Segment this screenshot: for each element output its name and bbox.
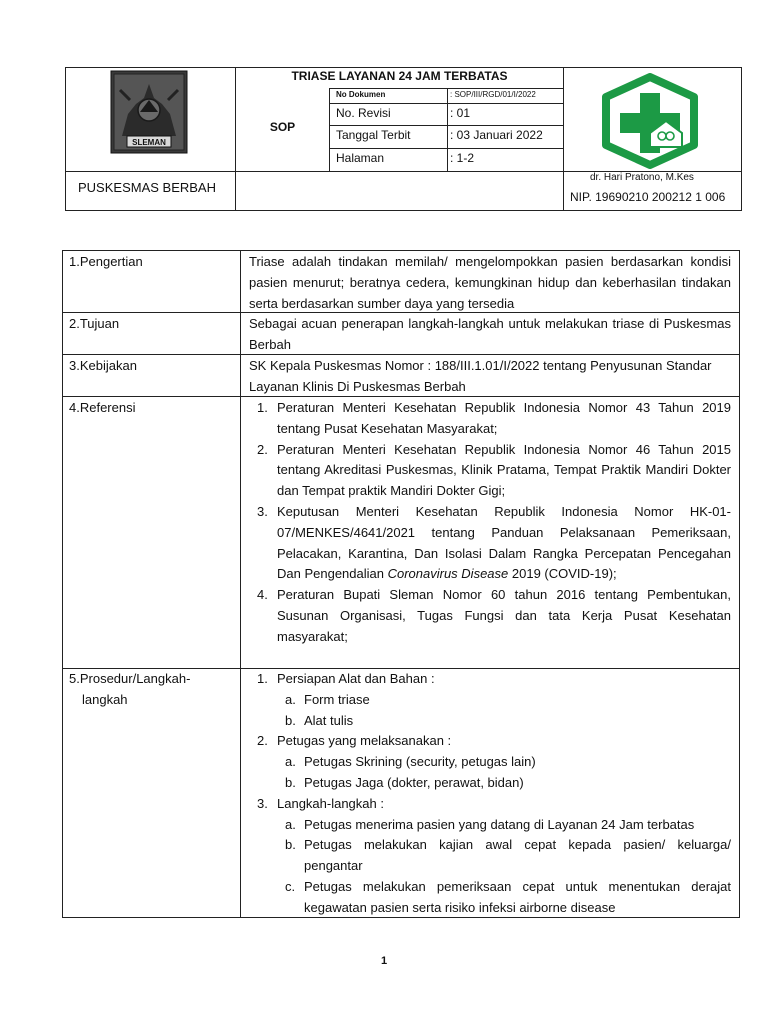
- list-number: 3.: [257, 795, 268, 811]
- list-item: [249, 585, 731, 647]
- page-number: 1: [380, 955, 388, 967]
- meta-label-no-dokumen: No Dokumen: [336, 90, 386, 99]
- row-pengertian: [63, 251, 739, 313]
- sop-content-table: [62, 250, 740, 918]
- list-number: 1.: [257, 400, 268, 415]
- document-title: TRIASE LAYANAN 24 JAM TERBATAS: [291, 69, 508, 83]
- logo-text: SLEMAN: [132, 138, 166, 147]
- list-text: Keputusan Menteri Kesehatan Republik Indonesia Nomor HK-01-07/MENKES/4641/2021 tentang Panduan Pelaksanaan Pemeriksaan, Pelacakan, Karantina, Dan Isolasi Dalam Rangka Percepatan Pencegahan Dan Pengendalian: [277, 503, 731, 582]
- sub-item: [249, 690, 731, 711]
- sub-item: [249, 835, 731, 877]
- row-kebijakan: [63, 355, 739, 397]
- sub-item: [249, 815, 731, 836]
- referensi-list: [249, 398, 731, 648]
- text-kebijakan: SK Kepala Puskesmas Nomor : 188/III.1.01/I/2022 tentang Penyusunan Standar Layanan Klinis Di Puskesmas Berbah: [249, 358, 712, 394]
- list-text: Langkah-langkah :: [277, 795, 384, 811]
- org-name: PUSKESMAS BERBAH: [78, 180, 216, 195]
- signer-name: dr. Hari Pratono, M.Kes: [590, 172, 694, 183]
- list-text: Persiapan Alat dan Bahan :: [277, 671, 435, 686]
- label-prosedur-line1: 5.Prosedur/Langkah-: [69, 671, 191, 686]
- sub-item: [249, 877, 731, 919]
- label-referensi: 4.Referensi: [69, 400, 136, 415]
- list-text-italic: Coronavirus Disease: [387, 566, 509, 582]
- prosedur-list: [249, 669, 731, 919]
- list-item: [249, 731, 731, 752]
- label-pengertian: 1.Pengertian: [69, 254, 143, 269]
- sub-letter: c.: [285, 878, 296, 894]
- meta-label-halaman: Halaman: [336, 151, 385, 165]
- sub-letter: a.: [285, 816, 296, 832]
- meta-label-tanggal-terbit: Tanggal Terbit: [336, 128, 411, 142]
- list-text: Peraturan Menteri Kesehatan Republik Indonesia Nomor 43 Tahun 2019 tentang Pusat Kesehatan Masyarakat;: [277, 400, 731, 436]
- sub-item: [249, 711, 731, 732]
- list-number: 3.: [257, 503, 268, 519]
- label-prosedur-line2: langkah: [82, 691, 128, 707]
- sub-letter: b.: [285, 837, 296, 853]
- sub-letter: a.: [285, 691, 296, 707]
- meta-value-no-revisi: : 01: [450, 106, 471, 120]
- sub-text: Petugas melakukan kajian awal cepat kepada pasien/ keluarga/ pengantar: [304, 837, 731, 874]
- puskesmas-logo-icon: [600, 73, 700, 169]
- label-tujuan: 2.Tujuan: [69, 316, 120, 331]
- list-item: [249, 440, 731, 502]
- sop-label: SOP: [269, 120, 296, 134]
- row-prosedur: [63, 669, 739, 919]
- list-number: 2.: [257, 441, 268, 457]
- list-item: [249, 398, 731, 440]
- sub-letter: b.: [285, 712, 296, 728]
- list-item: [249, 669, 731, 690]
- sub-text: Petugas Skrining (security, petugas lain): [304, 754, 536, 770]
- sub-text: Alat tulis: [304, 712, 354, 728]
- sub-text: Petugas Jaga (dokter, perawat, bidan): [304, 774, 524, 790]
- meta-value-no-dokumen: : SOP/III/RGD/01/I/2022: [450, 90, 536, 99]
- list-text: Peraturan Menteri Kesehatan Republik Indonesia Nomor 46 Tahun 2015 tentang Akreditasi Puskesmas, Klinik Pratama, Tempat Praktik Mandiri Dokter dan Tempat praktik Mandiri Dokter Gigi;: [277, 441, 731, 499]
- text-pengertian: Triase adalah tindakan memilah/ mengelompokkan pasien berdasarkan kondisi pasien menurut; beratnya cedera, kemungkinan hidup dan keberhasilan tindakan serta berdasarkan sumber daya yang tersedia: [249, 254, 731, 311]
- sub-text: Petugas menerima pasien yang datang di Layanan 24 Jam terbatas: [304, 816, 695, 832]
- meta-value-halaman: : 1-2: [450, 151, 475, 165]
- list-text: 2019 (COVID-19);: [508, 566, 617, 582]
- sub-letter: b.: [285, 774, 296, 790]
- sleman-logo-icon: [110, 70, 188, 154]
- label-prosedur: [69, 669, 190, 711]
- meta-value-tanggal-terbit: : 03 Januari 2022: [450, 128, 543, 142]
- row-tujuan: [63, 313, 739, 355]
- list-item: [249, 502, 731, 585]
- meta-label-no-revisi: No. Revisi: [336, 106, 391, 120]
- list-number: 4.: [257, 587, 268, 603]
- list-text: Peraturan Bupati Sleman Nomor 60 tahun 2016 tentang Pembentukan, Susunan Organisasi, Tugas Fungsi dan tata Kerja Pusat Kesehatan masyarakat;: [277, 587, 731, 644]
- list-text: Petugas yang melaksanakan :: [277, 733, 452, 749]
- row-referensi: [63, 397, 739, 669]
- sub-item: [249, 773, 731, 794]
- signer-nip: NIP. 19690210 200212 1 006: [570, 190, 726, 204]
- list-number: 1.: [257, 671, 268, 686]
- list-item: [249, 794, 731, 815]
- list-number: 2.: [257, 733, 268, 749]
- header-table: [65, 67, 742, 211]
- sub-text: Petugas melakukan pemeriksaan cepat untuk menentukan derajat kegawatan pasien serta risiko infeksi airborne disease: [304, 878, 731, 915]
- sub-item: [249, 752, 731, 773]
- text-tujuan: Sebagai acuan penerapan langkah-langkah untuk melakukan triase di Puskesmas Berbah: [249, 316, 731, 352]
- sub-text: Form triase: [304, 691, 370, 707]
- label-kebijakan: 3.Kebijakan: [69, 358, 137, 373]
- sub-letter: a.: [285, 754, 296, 770]
